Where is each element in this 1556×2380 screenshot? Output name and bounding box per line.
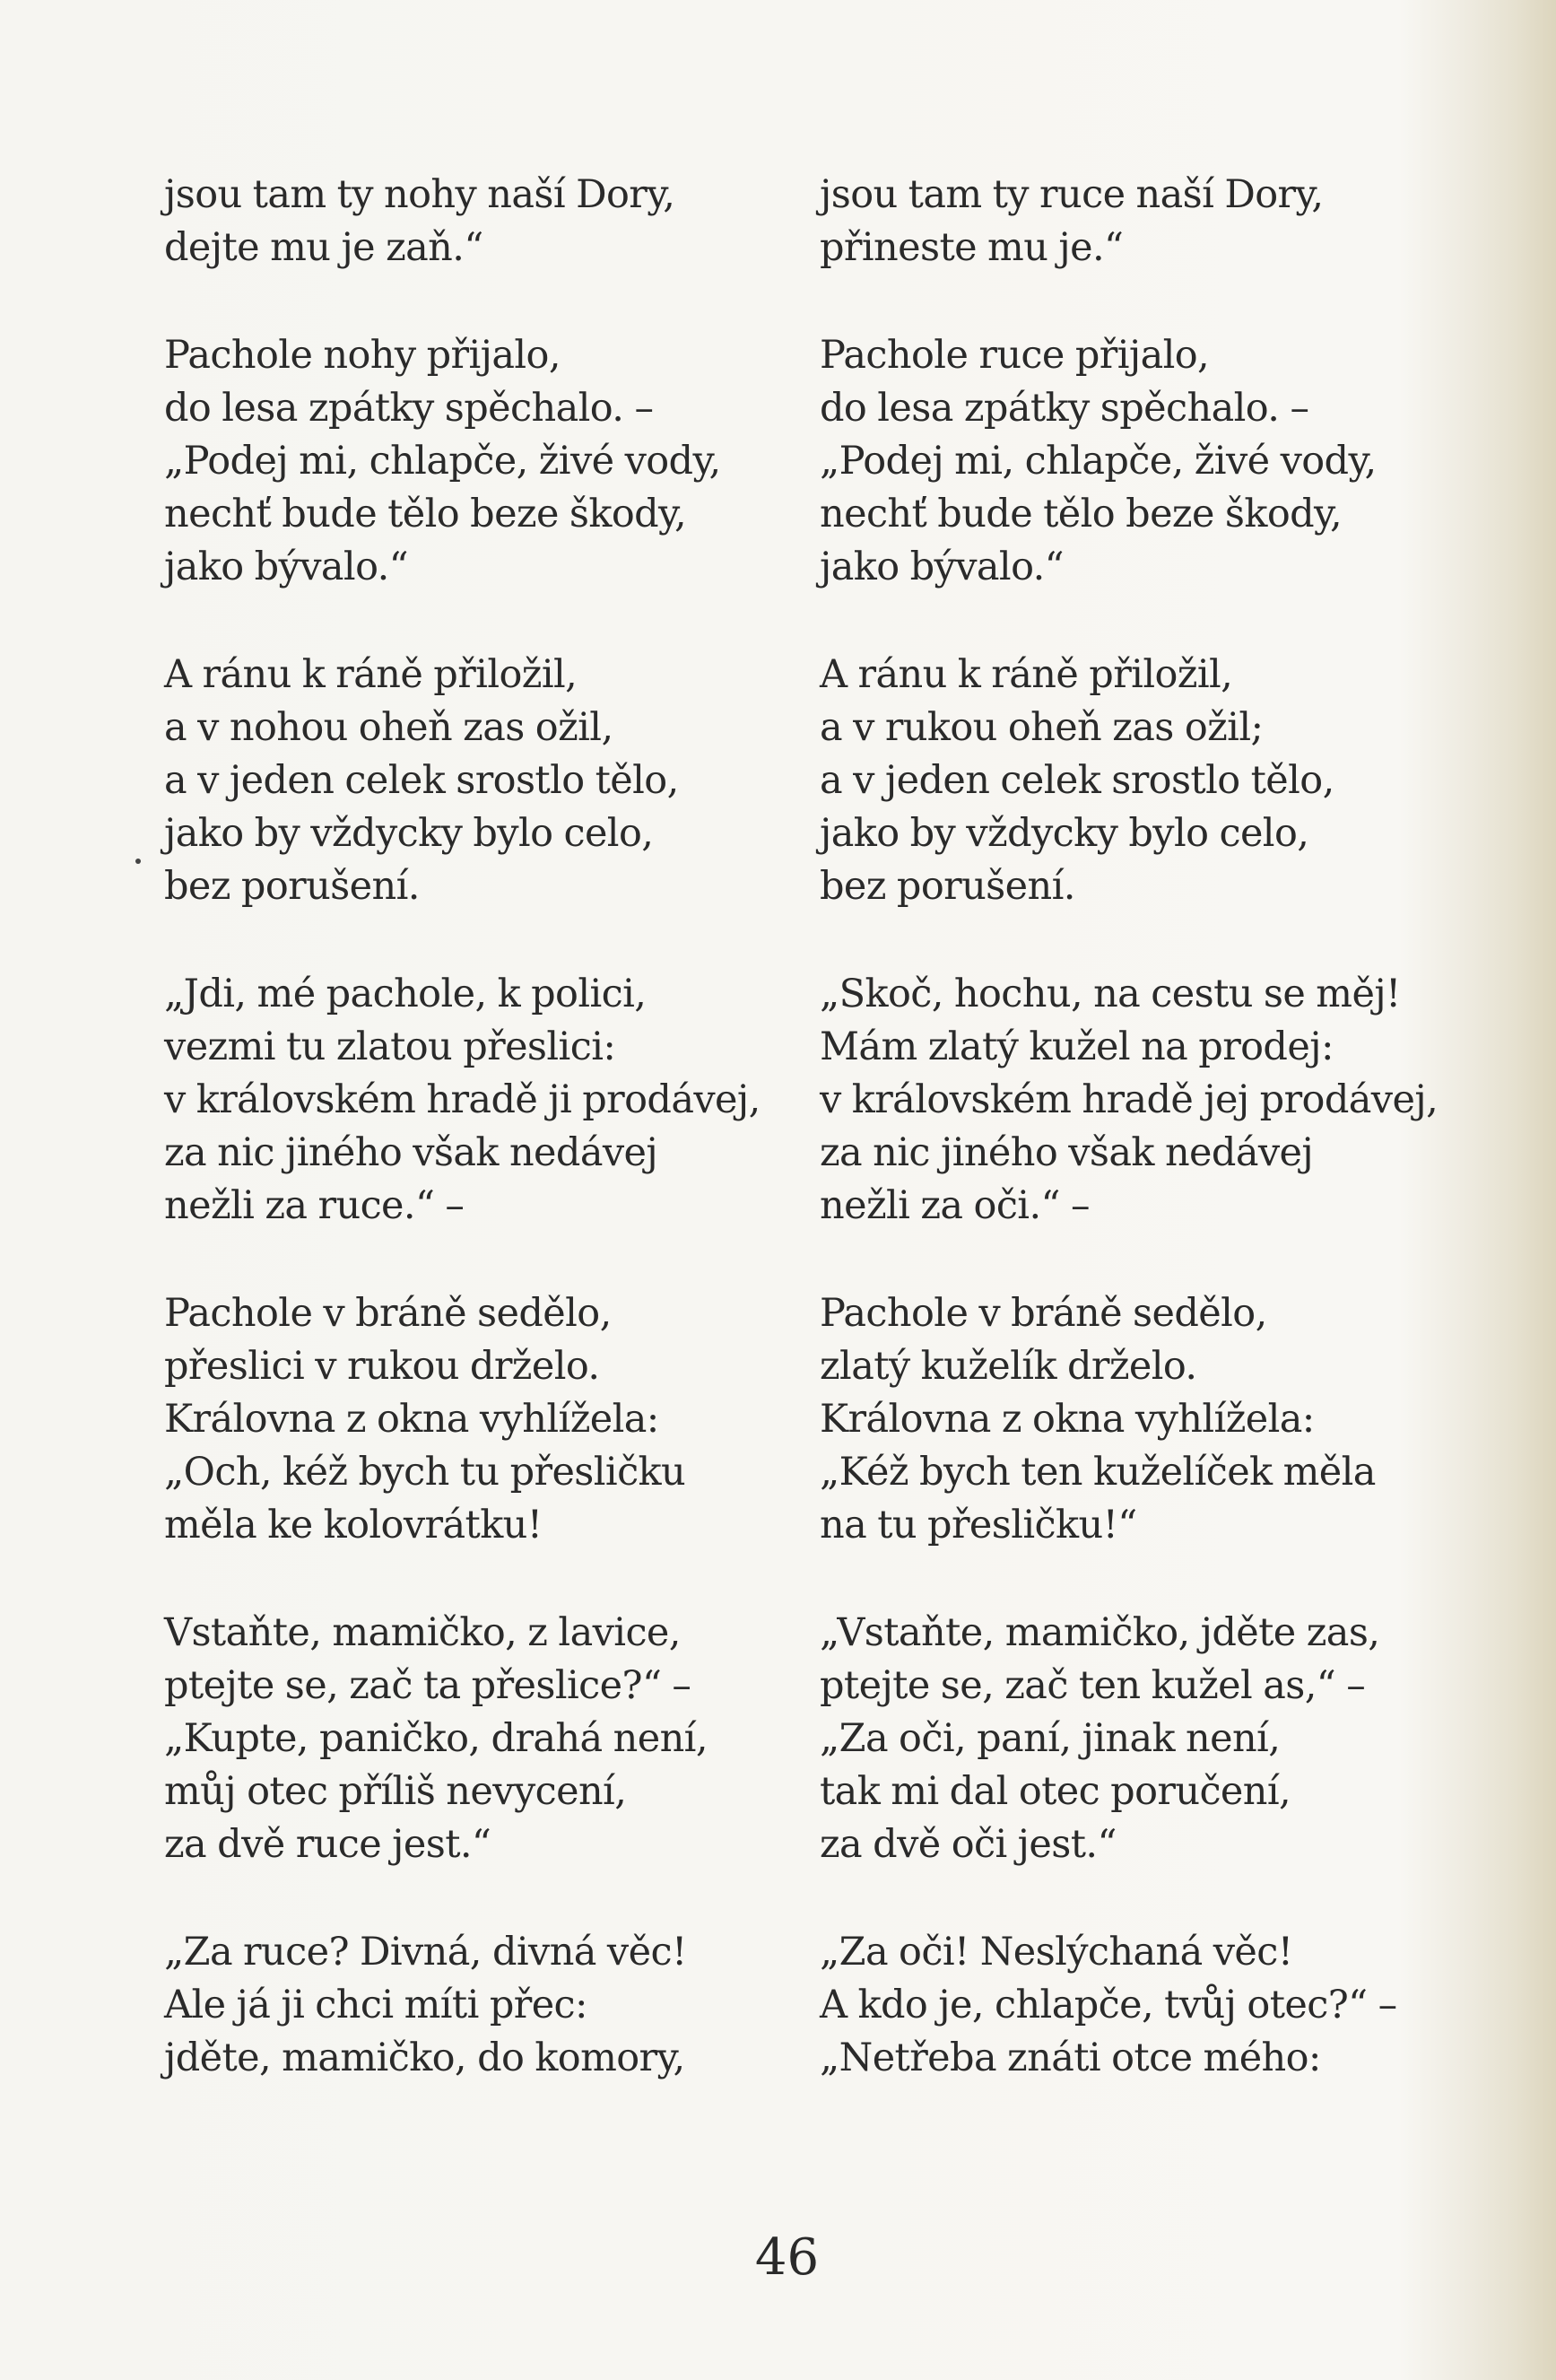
verse-line: vezmi tu zlatou přeslici: — [164, 1024, 616, 1069]
stanza — [820, 649, 1501, 913]
page-number: 46 — [754, 2228, 820, 2287]
verse-line: jako by vždycky bylo celo, — [820, 811, 1309, 856]
stanza — [820, 1287, 1501, 1552]
verse-line: „Kupte, paničko, drahá není, — [164, 1716, 708, 1761]
verse-line: ptejte se, zač ten kužel as,“ – — [820, 1663, 1366, 1708]
verse-line: přineste mu je.“ — [820, 225, 1124, 270]
verse-line: a v jeden celek srostlo tělo, — [164, 758, 679, 803]
verse-line: Pachole v bráně sedělo, — [164, 1291, 612, 1336]
verse-line: „Jdi, mé pachole, k polici, — [164, 972, 647, 1016]
print-speck — [135, 859, 141, 864]
verse-line: tak mi dal otec poručení, — [820, 1769, 1291, 1814]
verse-line: „Kéž bych ten kuželíček měla — [820, 1450, 1376, 1495]
verse-line: nechť bude tělo beze škody, — [820, 492, 1343, 536]
stanza — [820, 1607, 1501, 1871]
verse-line: do lesa zpátky spěchalo. – — [820, 386, 1309, 431]
verse-line: Pachole v bráně sedělo, — [820, 1291, 1267, 1336]
verse-line: Mám zlatý kužel na prodej: — [820, 1024, 1334, 1069]
verse-line: a v nohou oheň zas ožil, — [164, 705, 613, 750]
verse-line: jako by vždycky bylo celo, — [164, 811, 654, 856]
verse-line: Pachole ruce přijalo, — [820, 333, 1210, 378]
stanza — [820, 329, 1501, 594]
stanza — [164, 1926, 846, 2085]
verse-line: jako bývalo.“ — [820, 545, 1065, 589]
verse-line: do lesa zpátky spěchalo. – — [164, 386, 654, 431]
verse-line: „Vstaňte, mamičko, jděte zas, — [820, 1610, 1380, 1655]
verse-line: jsou tam ty nohy naší Dory, — [164, 172, 675, 217]
stanza — [820, 1926, 1501, 2085]
verse-line: na tu přesličku!“ — [820, 1503, 1137, 1547]
verse-line: Pachole nohy přijalo, — [164, 333, 561, 378]
stanza — [164, 1607, 846, 1871]
verse-line: Vstaňte, mamičko, z lavice, — [164, 1610, 681, 1655]
verse-line: A ránu k ráně přiložil, — [164, 652, 578, 697]
verse-line: „Netřeba znáti otce mého: — [820, 2036, 1321, 2080]
verse-line: „Za ruce? Divná, divná věc! — [164, 1930, 687, 1975]
stanza — [820, 169, 1501, 275]
stanza — [164, 968, 846, 1233]
verse-line: „Och, kéž bych tu přesličku — [164, 1450, 686, 1495]
verse-line: bez porušení. — [164, 864, 420, 909]
verse-line: zlatý kuželík drželo. — [820, 1344, 1197, 1389]
verse-line: „Podej mi, chlapče, živé vody, — [820, 439, 1377, 484]
verse-line: „Za oči! Neslýchaná věc! — [820, 1930, 1293, 1975]
stanza — [820, 968, 1501, 1233]
verse-line: bez porušení. — [820, 864, 1075, 909]
verse-line: jako bývalo.“ — [164, 545, 409, 589]
stanza — [164, 169, 846, 275]
verse-line: měla ke kolovrátku! — [164, 1503, 543, 1547]
verse-line: A ránu k ráně přiložil, — [820, 652, 1233, 697]
verse-line: A kdo je, chlapče, tvůj otec?“ – — [820, 1983, 1397, 2027]
verse-line: za dvě oči jest.“ — [820, 1822, 1117, 1867]
stanza — [164, 1287, 846, 1552]
verse-line: nechť bude tělo beze škody, — [164, 492, 687, 536]
verse-line: za nic jiného však nedávej — [820, 1130, 1314, 1175]
verse-line: „Skoč, hochu, na cestu se měj! — [820, 972, 1401, 1016]
stanza — [164, 649, 846, 913]
verse-line: za dvě ruce jest.“ — [164, 1822, 491, 1867]
verse-line: Královna z okna vyhlížela: — [820, 1397, 1315, 1442]
verse-line: jsou tam ty ruce naší Dory, — [820, 172, 1324, 217]
verse-line: „Podej mi, chlapče, živé vody, — [164, 439, 721, 484]
verse-line: dejte mu je zaň.“ — [164, 225, 483, 270]
verse-line: „Za oči, paní, jinak není, — [820, 1716, 1281, 1761]
verse-line: v královském hradě ji prodávej, — [164, 1077, 761, 1122]
verse-line: Královna z okna vyhlížela: — [164, 1397, 659, 1442]
verse-line: můj otec příliš nevycení, — [164, 1769, 627, 1814]
verse-line: v královském hradě jej prodávej, — [820, 1077, 1439, 1122]
stanza — [164, 329, 846, 594]
verse-line: ptejte se, zač ta přeslice?“ – — [164, 1663, 691, 1708]
left-column — [164, 169, 846, 2140]
verse-line: jděte, mamičko, do komory, — [164, 2036, 685, 2080]
verse-line: a v jeden celek srostlo tělo, — [820, 758, 1334, 803]
right-column — [820, 169, 1501, 2140]
verse-line: Ale já ji chci míti přec: — [164, 1983, 587, 2027]
verse-line: za nic jiného však nedávej — [164, 1130, 658, 1175]
verse-line: přeslici v rukou drželo. — [164, 1344, 600, 1389]
verse-line: nežli za oči.“ – — [820, 1183, 1090, 1228]
verse-line: nežli za ruce.“ – — [164, 1183, 465, 1228]
verse-line: a v rukou oheň zas ožil; — [820, 705, 1264, 750]
